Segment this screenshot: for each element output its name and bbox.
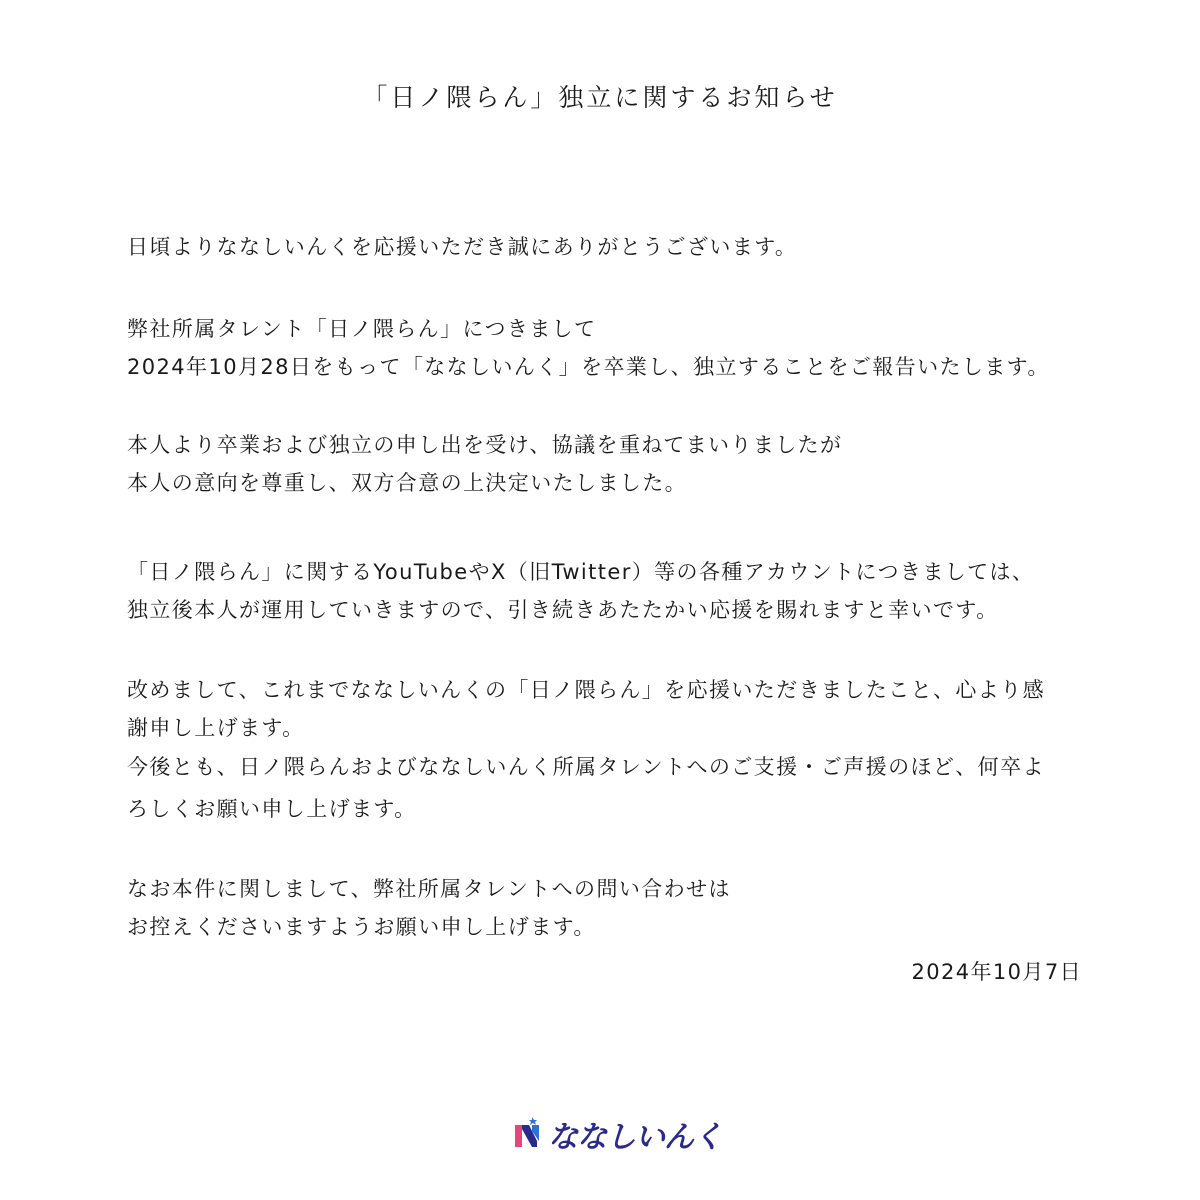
paragraph-4-line-2: 独立後本人が運用していきますので、引き続きあたたかい応援を賜れますと幸いです。: [127, 598, 999, 622]
paragraph-5-line-4: ろしくお願い申し上げます。: [127, 797, 417, 821]
company-logo: [512, 1112, 722, 1156]
paragraph-6-line-1: なお本件に関しまして、弊社所属タレントへの問い合わせは: [127, 877, 731, 901]
paragraph-5-line-2: 謝申し上げます。: [127, 716, 305, 740]
paragraph-3-line-2: 本人の意向を尊重し、双方合意の上決定いたしました。: [127, 471, 687, 495]
announcement-date: 2024年10月7日: [911, 960, 1082, 984]
paragraph-2-line-2: 2024年10月28日をもって「ななしいんく」を卒業し、独立することをご報告いたします。: [127, 355, 1050, 379]
paragraph-5-line-1: 改めまして、これまでななしいんくの「日ノ隈らん」を応援いただきましたこと、心より感: [127, 678, 1045, 702]
paragraph-4-line-1: 「日ノ隈らん」に関するYouTubeやX（旧Twitter）等の各種アカウントにつきましては、: [127, 560, 1035, 584]
paragraph-6-line-2: お控えくださいますようお願い申し上げます。: [127, 915, 596, 939]
paragraph-1-line-1: 日頃よりななしいんくを応援いただき誠にありがとうございます。: [127, 235, 798, 259]
paragraph-5-line-3: 今後とも、日ノ隈らんおよびななしいんく所属タレントへのご支援・ご声援のほど、何卒よ: [127, 755, 1045, 779]
page-title: 「日ノ隈らん」独立に関するお知らせ: [362, 83, 838, 112]
paragraph-2-line-1: 弊社所属タレント「日ノ隈らん」につきまして: [127, 317, 597, 341]
logo-wordmark: ななしいんく: [548, 1120, 722, 1155]
nanashi-inc-logo-icon: [512, 1117, 542, 1151]
paragraph-3-line-1: 本人より卒業および独立の申し出を受け、協議を重ねてまいりましたが: [127, 433, 843, 457]
